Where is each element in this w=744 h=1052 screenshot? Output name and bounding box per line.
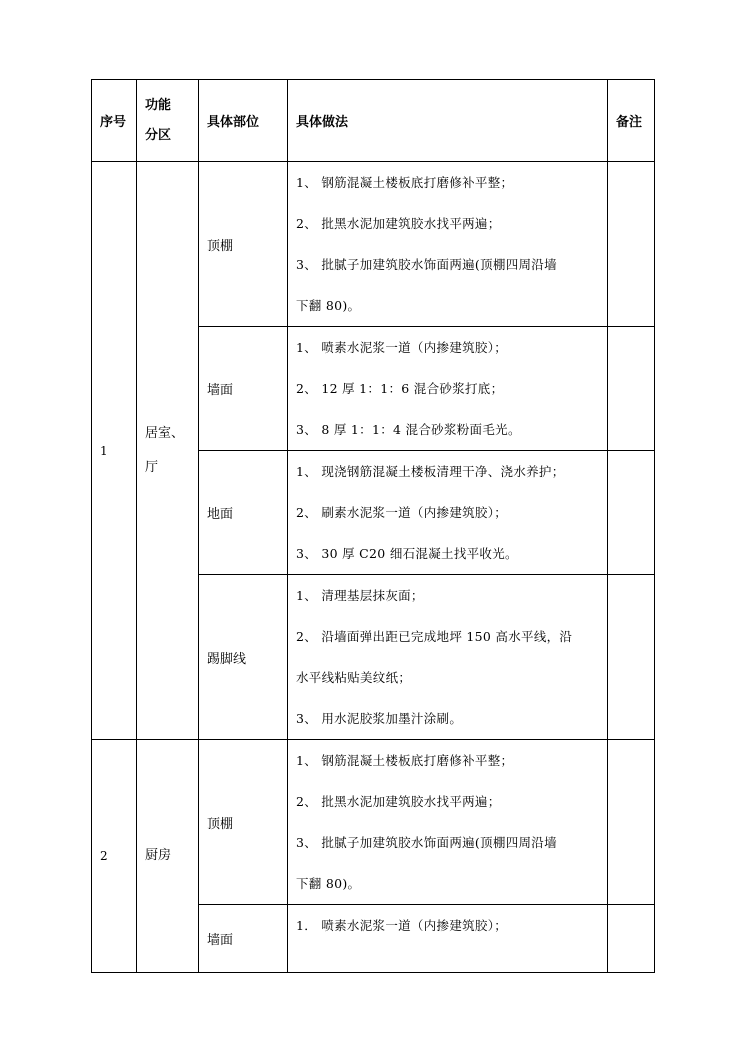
method-line: 3、 用水泥胶浆加墨汁涂刷。 <box>296 711 463 726</box>
method-line: 2、 刷素水泥浆一道（内掺建筑胶）； <box>296 505 508 520</box>
header-specific-part: 具体部位 <box>199 80 288 162</box>
zone-line2: 厅 <box>145 459 159 475</box>
method-line: 下翻 80)。 <box>296 298 361 313</box>
table-row <box>92 162 655 327</box>
row-method <box>288 327 608 451</box>
row-part: 顶棚 <box>199 740 288 905</box>
row-functional-zone <box>137 162 199 740</box>
row-part: 踢脚线 <box>199 575 288 740</box>
row-part: 地面 <box>199 451 288 575</box>
header-serial-number: 序号 <box>92 80 137 162</box>
method-line: 1． 喷素水泥浆一道（内掺建筑胶）； <box>296 918 508 933</box>
zone-line1: 居室、 <box>145 425 185 441</box>
row-note <box>608 327 655 451</box>
table-row <box>92 740 655 905</box>
method-line: 2、 沿墙面弹出距已完成地坪 150 高水平线，沿 <box>296 629 573 644</box>
zone-line1: 厨房 <box>145 848 172 863</box>
method-line: 2、 批黑水泥加建筑胶水找平两遍； <box>296 216 501 231</box>
header-specific-method: 具体做法 <box>288 80 608 162</box>
row-method <box>288 905 608 973</box>
method-line: 3、 8 厚 1：1：4 混合砂浆粉面毛光。 <box>296 422 521 437</box>
method-line: 1、 钢筋混凝土楼板底打磨修补平整； <box>296 753 514 768</box>
row-note <box>608 162 655 327</box>
row-functional-zone <box>137 740 199 973</box>
row-note <box>608 575 655 740</box>
row-part: 顶棚 <box>199 162 288 327</box>
row-part: 墙面 <box>199 327 288 451</box>
row-method <box>288 451 608 575</box>
header-remarks: 备注 <box>608 80 655 162</box>
table-header-row <box>92 80 655 162</box>
method-line: 3、 30 厚 C20 细石混凝土找平收光。 <box>296 546 518 561</box>
method-line: 1、 钢筋混凝土楼板底打磨修补平整； <box>296 175 514 190</box>
method-line: 3、 批腻子加建筑胶水饰面两遍(顶棚四周沿墙 <box>296 835 557 850</box>
row-note <box>608 451 655 575</box>
row-note <box>608 740 655 905</box>
row-part: 墙面 <box>199 905 288 973</box>
method-line: 2、 12 厚 1：1：6 混合砂浆打底； <box>296 381 504 396</box>
method-line: 1、 清理基层抹灰面； <box>296 588 424 603</box>
method-line: 2、 批黑水泥加建筑胶水找平两遍； <box>296 794 501 809</box>
header-zone-line1: 功能 <box>145 97 172 113</box>
header-functional-zone <box>137 80 199 162</box>
method-line: 3、 批腻子加建筑胶水饰面两遍(顶棚四周沿墙 <box>296 257 557 272</box>
method-line: 水平线粘贴美纹纸； <box>296 670 412 685</box>
row-serial-number: 1 <box>92 162 137 740</box>
method-line: 1、 现浇钢筋混凝土楼板清理干净、浇水养护； <box>296 464 565 479</box>
row-note <box>608 905 655 973</box>
method-line: 下翻 80)。 <box>296 876 361 891</box>
method-line: 1、 喷素水泥浆一道（内掺建筑胶）； <box>296 340 508 355</box>
construction-spec-table <box>91 79 655 973</box>
header-zone-line2: 分区 <box>145 127 172 143</box>
row-method <box>288 575 608 740</box>
row-method <box>288 740 608 905</box>
row-serial-number: 2 <box>92 740 137 973</box>
row-method <box>288 162 608 327</box>
